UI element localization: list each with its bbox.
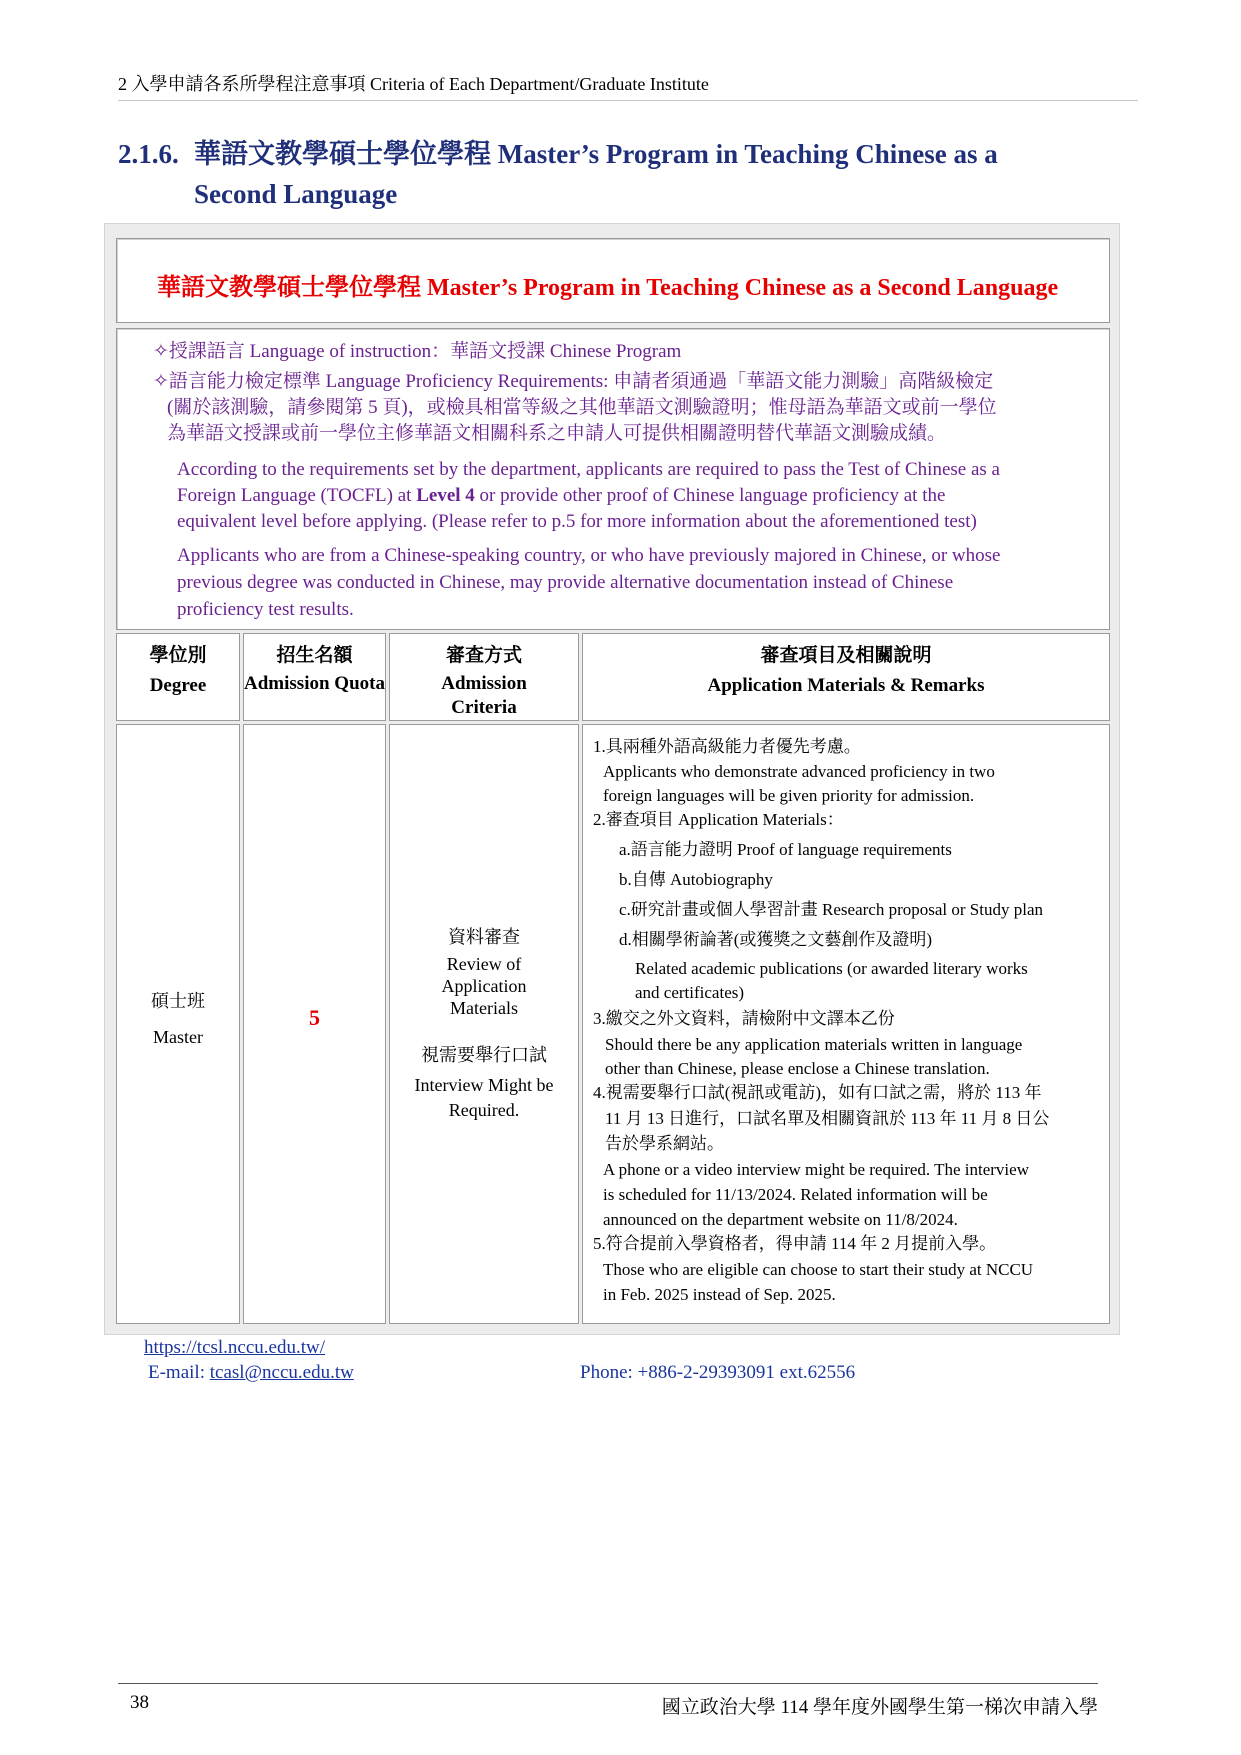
remark-line: Those who are eligible can choose to start their study at NCCU [603, 1260, 1034, 1279]
remark-line: Should there be any application materials written in language [605, 1035, 1023, 1054]
quota-cell [243, 724, 386, 1324]
language-info-box [116, 328, 1110, 630]
remark-line: d.相關學術論著(或獲獎之文藝創作及證明) [619, 930, 933, 949]
criteria-review-zh: 資料審查 [448, 927, 520, 947]
header-materials: 審查項目及相關說明 Application Materials & Remarks [582, 633, 1110, 721]
proficiency-line: (關於該測驗，請參閱第 5 頁)，或檢具相當等級之其他華語文測驗證明；惟母語為華語文或前一學位 [167, 397, 997, 418]
email-line [148, 1362, 354, 1384]
proficiency-line: 語言能力檢定標準 Language Proficiency Requirements: 申請者須通過「華語文能力測驗」高階級檢定 [168, 371, 994, 392]
criteria-interview-zh: 視需要舉行口試 [421, 1045, 547, 1065]
language-line: 授課語言 Language of instruction：華語文授課 Chinese Program [168, 341, 682, 362]
remark-line: 11 月 13 日進行，口試名單及相關資訊於 113 年 11 月 8 日公 [605, 1109, 1050, 1128]
remark-line: announced on the department website on 11/8/2024. [603, 1210, 958, 1229]
remark-line: 告於學系網站。 [605, 1134, 724, 1153]
remark-line: other than Chinese, please enclose a Chinese translation. [605, 1059, 990, 1078]
remark-line: Related academic publications (or awarded literary works [635, 959, 1028, 978]
running-header: 2 入學申請各系所學程注意事項 Criteria of Each Department/Graduate Institute [118, 72, 1138, 101]
website-link[interactable] [144, 1337, 325, 1359]
section-title-line2: Second Language [194, 179, 398, 209]
quota-value: 5 [309, 1005, 320, 1030]
remark-line: 4.視需要舉行口試(視訊或電訪)，如有口試之需，將於 113 年 [593, 1083, 1042, 1102]
alternative-doc-line: previous degree was conducted in Chinese, may provide alternative documentation instead of Chinese [177, 572, 954, 593]
remark-line: foreign languages will be given priority for admission. [603, 786, 975, 805]
header-quota: 招生名額 Admission Quota [243, 633, 386, 721]
alternative-doc-line: Applicants who are from a Chinese-speaking country, or who have previously majored in Chinese, or whose [177, 545, 1001, 566]
section-number: 2.1.6. [118, 139, 179, 169]
header-criteria: 審查方式 Admission Criteria [389, 633, 579, 721]
footer-text: 國立政治大學 114 學年度外國學生第一梯次申請入學 [661, 1697, 1098, 1718]
section-title [118, 134, 1128, 214]
criteria-cell [389, 724, 579, 1324]
remark-line: c.研究計畫或個人學習計畫 Research proposal or Study plan [619, 900, 1043, 919]
email-label: E-mail: [148, 1362, 210, 1383]
alternative-doc-line: proficiency test results. [177, 599, 354, 620]
remark-line: in Feb. 2025 instead of Sep. 2025. [603, 1285, 836, 1304]
english-requirement-line: Foreign Language (TOCFL) at Level 4 or provide other proof of Chinese language proficiency at the [177, 485, 946, 506]
degree-cell [116, 724, 240, 1324]
page-footer [118, 1683, 1098, 1718]
criteria-interview-en: Interview Might be Required. [414, 1075, 554, 1120]
header-degree: 學位別 Degree [116, 633, 240, 721]
level-4-text: Level 4 [416, 485, 475, 506]
remarks-cell [582, 724, 1110, 1324]
program-banner [116, 238, 1110, 323]
phone-line: Phone: +886-2-29393091 ext.62556 [580, 1362, 856, 1383]
english-requirement-line: According to the requirements set by the department, applicants are required to pass the Test of Chinese as a [177, 459, 1000, 480]
proficiency-line: 為華語文授課或前一學位主修華語文相關科系之申請人可提供相關證明替代華語文測驗成績。 [167, 423, 947, 444]
banner-title: 華語文教學碩士學位學程 Master’s Program in Teaching Chinese as a Second Language [157, 275, 1059, 301]
criteria-review-en: Review of Application Materials [441, 954, 527, 1018]
proficiency-requirements [153, 369, 1093, 395]
bullet-icon: ✧ [153, 371, 169, 392]
page-number: 38 [130, 1692, 149, 1713]
email-link[interactable]: tcasl@nccu.edu.tw [209, 1362, 354, 1383]
remark-line: 5.符合提前入學資格者，得申請 114 年 2 月提前入學。 [593, 1234, 997, 1253]
remark-line: 2.審查項目 Application Materials： [593, 810, 844, 829]
remark-line: a.語言能力證明 Proof of language requirements [619, 840, 952, 859]
degree-en: Master [153, 1027, 203, 1047]
section-title-line1: 華語文教學碩士學位學程 Master’s Program in Teaching Chinese as a [194, 139, 998, 169]
remark-line: 3.繳交之外文資料，請檢附中文譯本乙份 [593, 1009, 895, 1028]
remark-line: Applicants who demonstrate advanced proficiency in two [603, 762, 995, 781]
remark-line: A phone or a video interview might be required. The interview [603, 1160, 1029, 1179]
remark-line: and certificates) [635, 983, 745, 1002]
remark-line: b.自傳 Autobiography [619, 870, 773, 889]
remark-line: is scheduled for 11/13/2024. Related information will be [603, 1185, 988, 1204]
website-url[interactable]: https://tcsl.nccu.edu.tw/ [144, 1337, 326, 1358]
english-requirement-line: equivalent level before applying. (Please refer to p.5 for more information about the aforementioned test) [177, 511, 977, 532]
degree-zh: 碩士班 [151, 991, 205, 1011]
bullet-icon: ✧ [153, 341, 169, 362]
remark-line: 1.具兩種外語高級能力者優先考慮。 [593, 737, 861, 756]
language-of-instruction [153, 339, 1093, 365]
